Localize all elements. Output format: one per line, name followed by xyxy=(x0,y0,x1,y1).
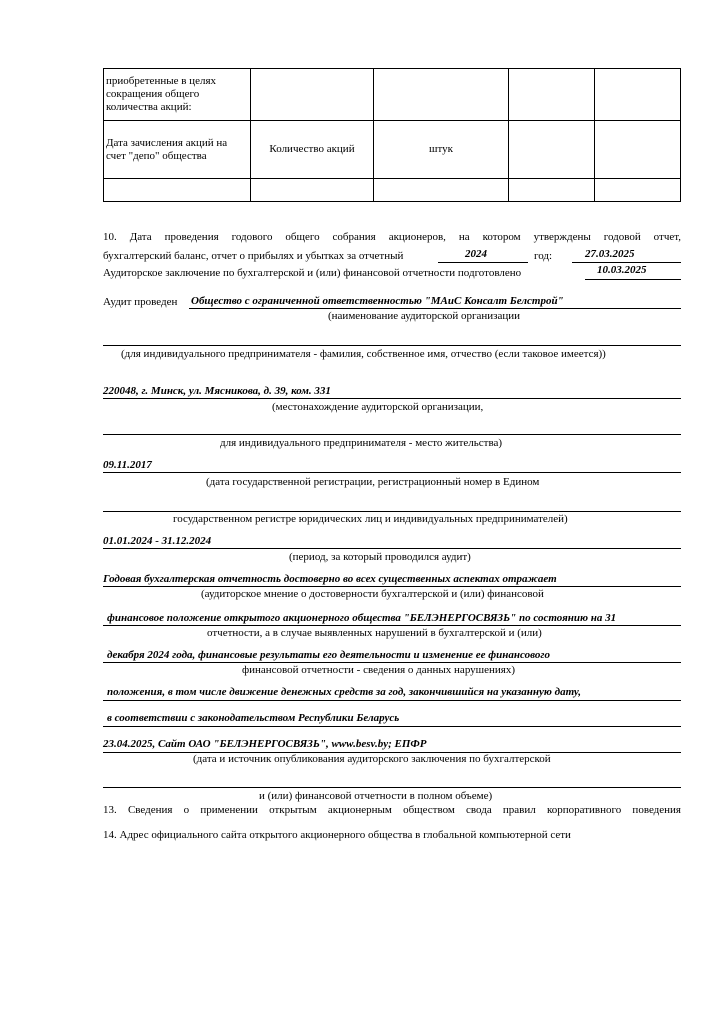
meeting-date-underline xyxy=(572,262,681,263)
table-cell xyxy=(374,179,509,202)
caption-org: (наименование аудиторской организации xyxy=(328,310,521,322)
item13-text: 13. Сведения о применении открытым акционерным обществом свода правил корпоративного поведения xyxy=(103,804,681,816)
meeting-date: 27.03.2025 xyxy=(585,248,635,260)
opinion-line-5: в соответствии с законодательством Республики Беларусь xyxy=(107,712,400,724)
table-row xyxy=(104,69,681,121)
caption-registration-2: государственном регистре юридических лиц и индивидуальных предпринимателей) xyxy=(173,513,568,525)
reporting-year: 2024 xyxy=(465,248,487,260)
year-underline xyxy=(438,262,528,263)
year-suffix: год: xyxy=(534,250,553,262)
audit-report-label: Аудиторское заключение по бухгалтерской и (или) финансовой отчетности подготовлено xyxy=(103,267,522,279)
publication-info: 23.04.2025, Сайт ОАО "БЕЛЭНЕРГОСВЯЗЬ", www.besv.by; ЕПФР xyxy=(103,738,427,750)
table-row xyxy=(104,179,681,202)
registration-date: 09.11.2017 xyxy=(103,459,152,471)
address-underline xyxy=(103,398,681,399)
caption-period: (период, за который проводился аудит) xyxy=(289,551,471,563)
audit-period-underline xyxy=(103,548,681,549)
opinion-underline-3 xyxy=(103,662,681,663)
blank-line-registration xyxy=(103,511,681,512)
auditor-name: Общество с ограниченной ответственностью "МАиС Консалт Белстрой" xyxy=(191,295,564,307)
table-cell xyxy=(509,179,595,202)
table-cell xyxy=(104,179,251,202)
table-row xyxy=(104,121,681,179)
table-cell xyxy=(509,69,595,121)
audit-performed-label: Аудит проведен xyxy=(103,296,178,308)
table-cell: Количество акций xyxy=(251,121,374,179)
table-cell: Дата зачисления акций на счет "депо" общества xyxy=(104,121,251,179)
opinion-line-2: финансовое положение открытого акционерного общества "БЕЛЭНЕРГОСВЯЗЬ" по состоянию на 31 xyxy=(107,612,617,624)
audit-period: 01.01.2024 - 31.12.2024 xyxy=(103,535,212,547)
table-cell xyxy=(509,121,595,179)
audit-report-date: 10.03.2025 xyxy=(597,264,647,276)
table-cell xyxy=(251,179,374,202)
table-cell xyxy=(595,121,681,179)
table-cell xyxy=(374,69,509,121)
blank-line-ip-name xyxy=(103,345,681,346)
opinion-line-4: положения, в том числе движение денежных средств за год, закончившийся на указанную дату, xyxy=(107,686,581,698)
table-cell xyxy=(595,69,681,121)
shares-table xyxy=(103,68,681,202)
opinion-line-1: Годовая бухгалтерская отчетность достоверно во всех существенных аспектах отражает xyxy=(103,573,557,585)
registration-date-underline xyxy=(103,472,681,473)
table-cell: приобретенные в целях сокращения общего количества акций: xyxy=(104,69,251,121)
caption-publication-1: (дата и источник опубликования аудиторского заключения по бухгалтерской xyxy=(193,753,551,765)
item14-text: 14. Адрес официального сайта открытого акционерного общества в глобальной компьютерной сети xyxy=(103,829,571,841)
blank-line-publication xyxy=(103,787,681,788)
blank-line-residence xyxy=(103,434,681,435)
table-cell: штук xyxy=(374,121,509,179)
caption-ip-residence: для индивидуального предпринимателя - место жительства) xyxy=(220,437,503,449)
caption-registration-1: (дата государственной регистрации, регистрационный номер в Едином xyxy=(206,476,540,488)
audit-report-date-underline xyxy=(585,279,681,280)
item10-report-label: бухгалтерский баланс, отчет о прибылях и убытках за отчетный xyxy=(103,250,404,262)
table-cell xyxy=(595,179,681,202)
caption-publication-2: и (или) финансовой отчетности в полном объеме) xyxy=(259,790,493,802)
table-cell xyxy=(251,69,374,121)
caption-opinion-2: отчетности, а в случае выявленных нарушений в бухгалтерской и (или) xyxy=(207,627,542,639)
caption-ip-name: (для индивидуального предпринимателя - фамилия, собственное имя, отчество (если таковое имеется)) xyxy=(121,348,606,360)
auditor-name-underline xyxy=(189,308,681,309)
opinion-underline-4 xyxy=(103,700,681,701)
opinion-underline-5 xyxy=(103,726,681,727)
opinion-line-3: декабря 2024 года, финансовые результаты его деятельности и изменение ее финансового xyxy=(107,649,550,661)
opinion-underline-2 xyxy=(103,625,681,626)
caption-opinion-3: финансовой отчетности - сведения о данных нарушениях) xyxy=(242,664,516,676)
item10-text-line1: 10. Дата проведения годового общего собрания акционеров, на котором утверждены годовой отчет, xyxy=(103,231,681,243)
caption-location: (местонахождение аудиторской организации, xyxy=(272,401,484,413)
caption-opinion-1: (аудиторское мнение о достоверности бухгалтерской и (или) финансовой xyxy=(201,588,544,600)
opinion-underline-1 xyxy=(103,586,681,587)
auditor-address: 220048, г. Минск, ул. Мясникова, д. 39, ком. 331 xyxy=(103,385,331,397)
